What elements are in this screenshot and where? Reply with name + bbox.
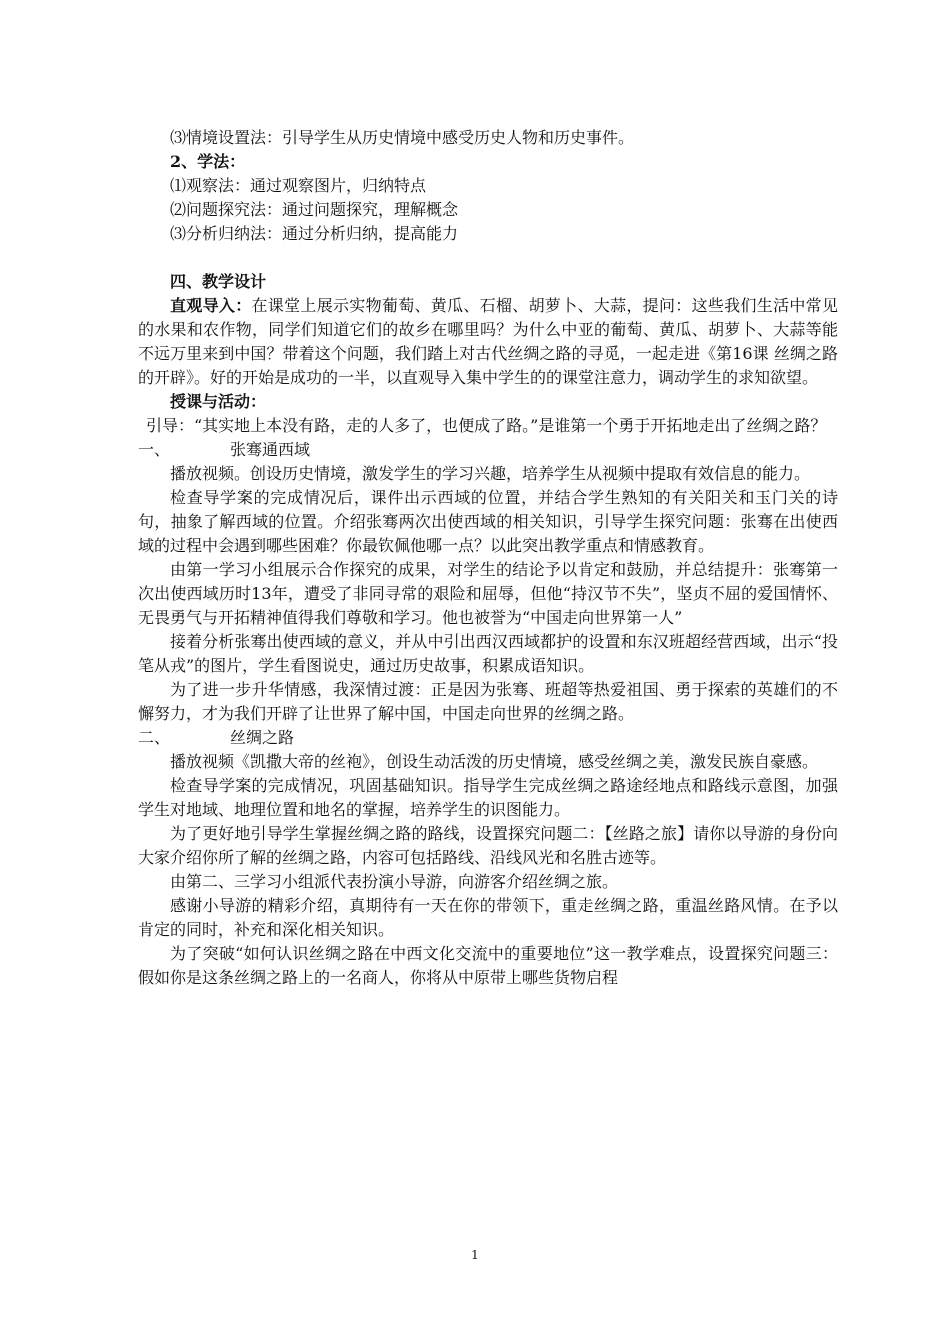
teaching-design-heading: 四、教学设计 bbox=[170, 272, 267, 291]
section-1-title: 张骞通西域 bbox=[230, 440, 311, 459]
section-2-paragraph: 检查导学案的完成情况，巩固基础知识。指导学生完成丝绸之路途经地点和路线示意图，加强学生对地域、地理位置和地名的掌握，培养学生的识图能力。 bbox=[138, 776, 838, 819]
section-2-number: 二、 bbox=[138, 728, 171, 747]
section-1-paragraph: 为了进一步升华情感，我深情过渡：正是因为张骞、班超等热爱祖国、勇于探索的英雄们的不懈努力，才为我们开辟了让世界了解中国，中国走向世界的丝绸之路。 bbox=[138, 680, 838, 723]
section-1-paragraph: 播放视频。创设历史情境，激发学生的学习兴趣，培养学生从视频中提取有效信息的能力。 bbox=[170, 464, 811, 483]
intro-label: 直观导入： bbox=[170, 296, 252, 315]
section-2-paragraph: 由第二、三学习小组派代表扮演小导游，向游客介绍丝绸之旅。 bbox=[170, 872, 619, 891]
teaching-method-3: ⑶情境设置法：引导学生从历史情境中感受历史人物和历史事件。 bbox=[170, 128, 635, 147]
section-2-paragraph: 播放视频《凯撒大帝的丝袍》，创设生动活泼的历史情境，感受丝绸之美，激发民族自豪感。 bbox=[170, 752, 819, 771]
intro-text: 在课堂上展示实物葡萄、黄瓜、石榴、胡萝卜、大蒜，提问：这些我们生活中常见的水果和农作物，同学们知道它们的故乡在哪里吗？为什么中亚的葡萄、黄瓜、胡萝卜、大蒜等能不远万里来到中国？带着这个问题，我们踏上对古代丝绸之路的寻觅，一起走进《第16课 丝绸之路的开辟》。好的开始是成功的一半，以直观导入集中学生的的课堂注意力，调动学生的求知欲望。 bbox=[138, 296, 838, 387]
section-1-number: 一、 bbox=[138, 440, 171, 459]
study-method-1: ⑴观察法：通过观察图片，归纳特点 bbox=[170, 176, 427, 195]
intro-paragraph bbox=[138, 294, 838, 390]
document-body bbox=[138, 126, 838, 990]
section-1-paragraph: 由第一学习小组展示合作探究的成果，对学生的结论予以肯定和鼓励，并总结提升：张骞第一次出使西域历时13年，遭受了非同寻常的艰险和屈辱，但他“持汉节不失”，坚贞不屈的爱国情怀、无畏勇气与开拓精神值得我们尊敬和学习。他也被誉为“中国走向世界第一人” bbox=[138, 560, 838, 627]
section-1-paragraph: 接着分析张骞出使西域的意义，并从中引出西汉西域都护的设置和东汉班超经营西域，出示“投笔从戎”的图片，学生看图说史，通过历史故事，积累成语知识。 bbox=[138, 632, 838, 675]
section-2-paragraph: 为了更好地引导学生掌握丝绸之路的路线，设置探究问题二：【丝路之旅】请你以导游的身份向大家介绍你所了解的丝绸之路，内容可包括路线、沿线风光和名胜古迹等。 bbox=[138, 824, 838, 867]
section-2-paragraph: 为了突破“如何认识丝绸之路在中西文化交流中的重要地位”这一教学难点，设置探究问题三：假如你是这条丝绸之路上的一名商人，你将从中原带上哪些货物启程 bbox=[138, 944, 838, 987]
study-method-3: ⑶分析归纳法：通过分析归纳，提高能力 bbox=[170, 224, 459, 243]
teaching-activity-heading: 授课与活动： bbox=[170, 392, 267, 411]
study-method-heading: 2、学法： bbox=[170, 152, 246, 171]
page-number: 1 bbox=[471, 1248, 479, 1262]
section-2-heading bbox=[138, 726, 838, 750]
section-1-paragraph: 检查导学案的完成情况后，课件出示西域的位置，并结合学生熟知的有关阳关和玉门关的诗句，抽象了解西域的位置。介绍张骞两次出使西域的相关知识，引导学生探究问题：张骞在出使西域的过程中会遇到哪些困难？你最钦佩他哪一点？以此突出教学重点和情感教育。 bbox=[138, 488, 838, 555]
section-2-paragraph: 感谢小导游的精彩介绍，真期待有一天在你的带领下，重走丝绸之路，重温丝路风情。在予以肯定的同时，补充和深化相关知识。 bbox=[138, 896, 838, 939]
section-1-heading bbox=[138, 438, 838, 462]
guide-paragraph: 引导：“其实地上本没有路，走的人多了，也便成了路。”是谁第一个勇于开拓地走出了丝绸之路？ bbox=[146, 416, 827, 435]
section-2-title: 丝绸之路 bbox=[230, 728, 295, 747]
study-method-2: ⑵问题探究法：通过问题探究，理解概念 bbox=[170, 200, 459, 219]
